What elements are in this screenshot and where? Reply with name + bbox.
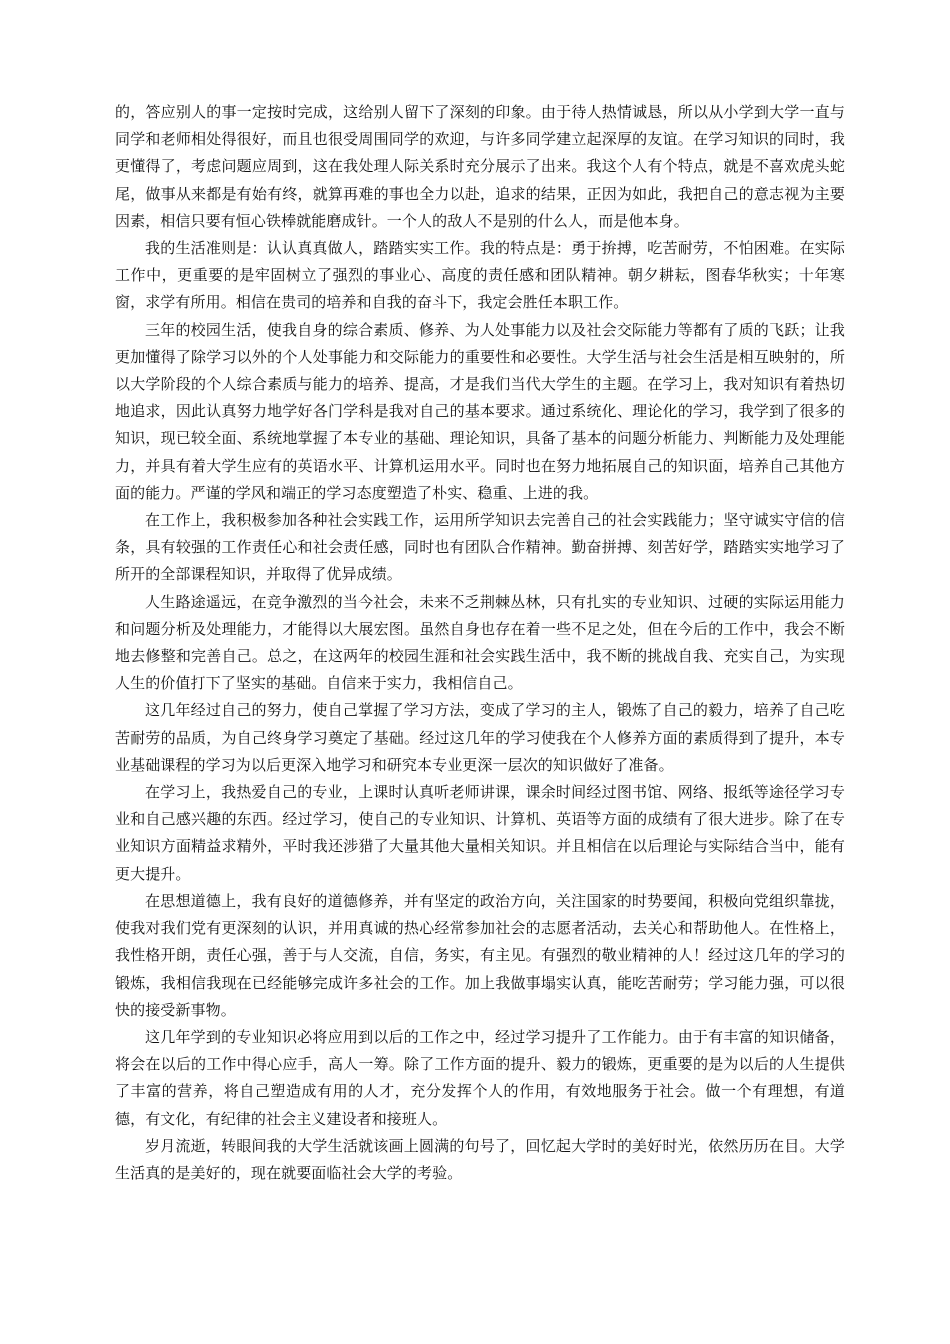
paragraph-morality: 在思想道德上，我有良好的道德修养，并有坚定的政治方向，关注国家的时势要闻，积极向党组织靠拢，使我对我们党有更深刻的认识，并用真诚的热心经常参加社会的志愿者活动，去关心和帮助他人。在性格上，我性格开朗，责任心强，善于与人交流，自信，务实，有主见。有强烈的敬业精神的人！经过这几年的学习的锻炼，我相信我现在已经能够完成许多社会的工作。加上我做事塌实认真，能吃苦耐劳；学习能力强，可以很快的接受新事物。	[115, 891, 845, 1019]
paragraph-closing: 岁月流逝，转眼间我的大学生活就该画上圆满的句号了，回忆起大学时的美好时光，依然历历在目。大学生活真的是美好的，现在就要面临社会大学的考验。	[115, 1136, 845, 1182]
paragraph-campus-life: 三年的校园生活，使我自身的综合素质、修养、为人处事能力以及社会交际能力等都有了质的飞跃；让我更加懂得了除学习以外的个人处事能力和交际能力的重要性和必要性。大学生活与社会生活是相互映射的，所以大学阶段的个人综合素质与能力的培养、提高，才是我们当代大学生的主题。在学习上，我对知识有着热切地追求，因此认真努力地学好各门学科是我对自己的基本要求。通过系统化、理论化的学习，我学到了很多的知识，现已较全面、系统地掌握了本专业的基础、理论知识，具备了基本的问题分析能力、判断能力及处理能力，并具有着大学生应有的英语水平、计算机运用水平。同时也在努力地拓展自己的知识面，培养自己其他方面的能力。严谨的学风和端正的学习态度塑造了朴实、稳重、上进的我。	[115, 320, 845, 502]
paragraph-knowledge: 这几年学到的专业知识必将应用到以后的工作之中，经过学习提升了工作能力。由于有丰富的知识储备，将会在以后的工作中得心应手，高人一筹。除了工作方面的提升、毅力的锻炼，更重要的是为以后的人生提供了丰富的营养，将自己塑造成有用的人才，充分发挥个人的作用，有效地服务于社会。做一个有理想，有道德，有文化，有纪律的社会主义建设者和接班人。	[115, 1027, 845, 1128]
paragraph-continuation: 的，答应别人的事一定按时完成，这给别人留下了深刻的印象。由于待人热情诚恳，所以从小学到大学一直与同学和老师相处得很好，而且也很受周围同学的欢迎，与许多同学建立起深厚的友谊。在学习知识的同时，我更懂得了，考虑问题应周到，这在我处理人际关系时充分展示了出来。我这个人有个特点，就是不喜欢虎头蛇尾，做事从来都是有始有终，就算再难的事也全力以赴，追求的结果，正因为如此，我把自己的意志视为主要因素，相信只要有恒心铁棒就能磨成针。一个人的敌人不是别的什么人，而是他本身。	[115, 103, 845, 230]
paragraph-life-road: 人生路途遥远，在竞争激烈的当今社会，未来不乏荆棘丛林，只有扎实的专业知识、过硬的实际运用能力和问题分析及处理能力，才能得以大展宏图。虽然自身也存在着一些不足之处，但在今后的工作中，我会不断地去修整和完善自己。总之，在这两年的校园生涯和社会实践生活中，我不断的挑战自我、充实自己，为实现人生的价值打下了坚实的基础。自信来于实力，我相信自己。	[115, 592, 845, 693]
paragraph-efforts: 这几年经过自己的努力，使自己掌握了学习方法，变成了学习的主人，锻炼了自己的毅力，培养了自己吃苦耐劳的品质，为自己终身学习奠定了基础。经过这几年的学习使我在个人修养方面的素质得到了提升，本专业基础课程的学习为以后更深入地学习和研究本专业更深一层次的知识做好了准备。	[115, 701, 845, 774]
paragraph-life-principles: 我的生活准则是：认认真真做人，踏踏实实工作。我的特点是：勇于拚搏，吃苦耐劳，不怕困难。在实际工作中，更重要的是牢固树立了强烈的事业心、高度的责任感和团队精神。朝夕耕耘，图春华秋实；十年寒窗，求学有所用。相信在贵司的培养和自我的奋斗下，我定会胜任本职工作。	[115, 239, 845, 312]
paragraph-study: 在学习上，我热爱自己的专业，上课时认真听老师讲课，课余时间经过图书馆、网络、报纸等途径学习专业和自己感兴趣的东西。经过学习，使自己的专业知识、计算机、英语等方面的成绩有了很大进步。除了在专业知识方面精益求精外，平时我还涉猎了大量其他大量相关知识。并且相信在以后理论与实际结合当中，能有更大提升。	[115, 783, 845, 883]
paragraph-work: 在工作上，我积极参加各种社会实践工作，运用所学知识去完善自己的社会实践能力；坚守诚实守信的信条，具有较强的工作责任心和社会责任感，同时也有团队合作精神。勤奋拼搏、刻苦好学，踏踏实实地学习了所开的全部课程知识，并取得了优异成绩。	[115, 511, 845, 584]
document-body	[115, 99, 845, 1187]
